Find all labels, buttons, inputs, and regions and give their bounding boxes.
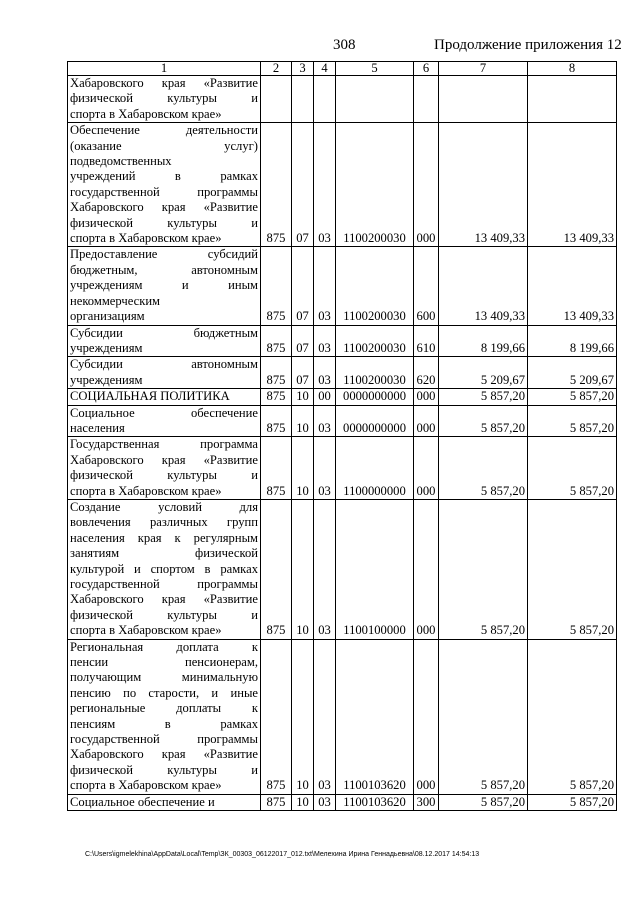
cell-col-8: 5 857,20	[528, 389, 617, 405]
cell-col-5: 0000000000	[336, 389, 414, 405]
cell-col-7: 5 857,20	[439, 639, 528, 794]
cell-col-5: 1100200030	[336, 247, 414, 325]
cell-col-3: 10	[292, 389, 314, 405]
row-name-line: занятиям физической	[70, 546, 258, 561]
cell-col-5: 1100200030	[336, 357, 414, 389]
row-name-line: Субсидии автономным	[70, 357, 258, 372]
row-name-cell	[68, 325, 261, 357]
row-name-line: учреждениям и иным	[70, 278, 258, 293]
cell-col-8: 8 199,66	[528, 325, 617, 357]
cell-col-4: 03	[314, 357, 336, 389]
cell-col-7	[439, 76, 528, 123]
file-path-footer: C:\Users\igmelekhina\AppData\Local\Temp\ЗК_00303_06122017_012.txt\Мелехина Ирина Геннадьевна\08.12.2017 14:54:13	[85, 851, 480, 858]
row-name-cell	[68, 76, 261, 123]
cell-col-8	[528, 76, 617, 123]
cell-col-2: 875	[261, 794, 292, 810]
cell-col-5: 1100200030	[336, 325, 414, 357]
table-row	[68, 325, 617, 357]
cell-col-3: 10	[292, 639, 314, 794]
cell-col-2: 875	[261, 123, 292, 247]
cell-col-3: 07	[292, 357, 314, 389]
cell-col-7: 5 857,20	[439, 794, 528, 810]
table-body	[68, 76, 617, 811]
table-row	[68, 389, 617, 405]
cell-col-7: 5 209,67	[439, 357, 528, 389]
table-row	[68, 639, 617, 794]
cell-col-8: 5 857,20	[528, 794, 617, 810]
row-name-line: организациям	[70, 309, 145, 324]
cell-col-7: 5 857,20	[439, 499, 528, 639]
table-row	[68, 76, 617, 123]
row-name-line: учреждений в рамках	[70, 169, 258, 184]
row-name-line: получающим минимальную	[70, 670, 258, 685]
row-name-line: учреждениям	[70, 340, 143, 355]
cell-col-3: 07	[292, 123, 314, 247]
row-name-line: спорта в Хабаровском крае»	[70, 106, 222, 121]
cell-col-5: 0000000000	[336, 405, 414, 437]
cell-col-5: 1100100000	[336, 499, 414, 639]
row-name-line: физической культуры и	[70, 215, 258, 230]
cell-col-4: 03	[314, 639, 336, 794]
cell-col-8: 5 857,20	[528, 499, 617, 639]
budget-table	[67, 61, 617, 811]
table-row	[68, 794, 617, 810]
cell-col-6: 000	[414, 499, 439, 639]
table-row	[68, 405, 617, 437]
cell-col-6: 000	[414, 405, 439, 437]
cell-col-4: 03	[314, 405, 336, 437]
cell-col-4	[314, 76, 336, 123]
cell-col-2: 875	[261, 389, 292, 405]
cell-col-6	[414, 76, 439, 123]
cell-col-7: 13 409,33	[439, 247, 528, 325]
cell-col-6: 600	[414, 247, 439, 325]
cell-col-3: 07	[292, 325, 314, 357]
row-name-cell	[68, 247, 261, 325]
row-name-cell	[68, 357, 261, 389]
cell-col-3: 07	[292, 247, 314, 325]
row-name-line: пенсию по старости, и иные	[70, 685, 258, 700]
row-name-line: физической культуры и	[70, 762, 258, 777]
column-header-2: 2	[261, 62, 292, 76]
cell-col-2: 875	[261, 325, 292, 357]
row-name-line: Региональная доплата к	[70, 639, 258, 654]
cell-col-7: 13 409,33	[439, 123, 528, 247]
column-header-8: 8	[528, 62, 617, 76]
cell-col-8: 5 209,67	[528, 357, 617, 389]
row-name-line: некоммерческим	[70, 293, 161, 308]
appendix-caption: Продолжение приложения 12	[434, 37, 622, 53]
row-name-line: спорта в Хабаровском крае»	[70, 231, 222, 246]
row-name-line: СОЦИАЛЬНАЯ ПОЛИТИКА	[70, 389, 230, 404]
row-name-cell	[68, 499, 261, 639]
row-name-line: пенсии пенсионерам,	[70, 655, 258, 670]
cell-col-6: 000	[414, 389, 439, 405]
row-name-cell	[68, 639, 261, 794]
row-name-line: Государственная программа	[70, 437, 258, 452]
row-name-line: спорта в Хабаровском крае»	[70, 778, 222, 793]
table-row	[68, 437, 617, 500]
cell-col-4: 03	[314, 247, 336, 325]
cell-col-8: 13 409,33	[528, 247, 617, 325]
cell-col-6: 620	[414, 357, 439, 389]
row-name-line: физической культуры и	[70, 607, 258, 622]
column-header-7: 7	[439, 62, 528, 76]
cell-col-4: 00	[314, 389, 336, 405]
cell-col-6: 000	[414, 123, 439, 247]
cell-col-5	[336, 76, 414, 123]
cell-col-6: 000	[414, 437, 439, 500]
cell-col-5: 1100000000	[336, 437, 414, 500]
cell-col-6: 300	[414, 794, 439, 810]
cell-col-4: 03	[314, 325, 336, 357]
cell-col-2: 875	[261, 247, 292, 325]
row-name-line: Хабаровского края «Развитие	[70, 76, 258, 90]
row-name-line: государственной программы	[70, 577, 258, 591]
cell-col-8: 5 857,20	[528, 405, 617, 437]
cell-col-7: 8 199,66	[439, 325, 528, 357]
cell-col-2	[261, 76, 292, 123]
page-number: 308	[333, 37, 356, 53]
cell-col-5: 1100103620	[336, 794, 414, 810]
row-name-line: спорта в Хабаровском крае»	[70, 483, 222, 498]
row-name-line: (оказание услуг)	[70, 138, 258, 153]
column-header-3: 3	[292, 62, 314, 76]
row-name-line: физической культуры и	[70, 468, 258, 483]
cell-col-2: 875	[261, 639, 292, 794]
column-header-1: 1	[68, 62, 261, 76]
row-name-line: пенсиям в рамках	[70, 716, 258, 731]
row-name-line: Хабаровского края «Развитие	[70, 747, 258, 762]
cell-col-7: 5 857,20	[439, 437, 528, 500]
cell-col-7: 5 857,20	[439, 405, 528, 437]
cell-col-3	[292, 76, 314, 123]
column-header-5: 5	[336, 62, 414, 76]
column-header-row	[68, 62, 617, 76]
row-name-line: учреждениям	[70, 372, 143, 387]
cell-col-7: 5 857,20	[439, 389, 528, 405]
cell-col-2: 875	[261, 357, 292, 389]
cell-col-4: 03	[314, 499, 336, 639]
cell-col-2: 875	[261, 437, 292, 500]
cell-col-8: 5 857,20	[528, 639, 617, 794]
row-name-cell	[68, 405, 261, 437]
cell-col-8: 13 409,33	[528, 123, 617, 247]
row-name-cell	[68, 123, 261, 247]
row-name-line: Хабаровского края «Развитие	[70, 200, 258, 215]
row-name-line: государственной программы	[70, 732, 258, 747]
cell-col-3: 10	[292, 405, 314, 437]
cell-col-6: 610	[414, 325, 439, 357]
row-name-line: подведомственных	[70, 154, 172, 169]
row-name-line: Социальное обеспечение	[70, 405, 258, 420]
cell-col-2: 875	[261, 405, 292, 437]
cell-col-8: 5 857,20	[528, 437, 617, 500]
table-row	[68, 123, 617, 247]
row-name-line: Социальное обеспечение и	[70, 794, 215, 809]
row-name-line: Хабаровского края «Развитие	[70, 592, 258, 607]
cell-col-3: 10	[292, 499, 314, 639]
column-header-6: 6	[414, 62, 439, 76]
row-name-line: Создание условий для	[70, 499, 258, 514]
row-name-line: региональные доплаты к	[70, 701, 258, 716]
row-name-line: Субсидии бюджетным	[70, 325, 258, 340]
row-name-line: вовлечения различных групп	[70, 515, 258, 530]
cell-col-4: 03	[314, 794, 336, 810]
cell-col-4: 03	[314, 437, 336, 500]
cell-col-2: 875	[261, 499, 292, 639]
row-name-cell	[68, 437, 261, 500]
table-row	[68, 247, 617, 325]
row-name-line: Хабаровского края «Развитие	[70, 452, 258, 467]
row-name-cell	[68, 389, 261, 405]
row-name-cell	[68, 794, 261, 810]
cell-col-4: 03	[314, 123, 336, 247]
row-name-line: спорта в Хабаровском крае»	[70, 623, 222, 638]
cell-col-3: 10	[292, 437, 314, 500]
cell-col-5: 1100200030	[336, 123, 414, 247]
table-row	[68, 499, 617, 639]
table-row	[68, 357, 617, 389]
row-name-line: населения края к регулярным	[70, 530, 258, 545]
row-name-line: физической культуры и	[70, 91, 258, 106]
row-name-line: бюджетным, автономным	[70, 262, 258, 277]
row-name-line: Обеспечение деятельности	[70, 123, 258, 138]
cell-col-3: 10	[292, 794, 314, 810]
row-name-line: Предоставление субсидий	[70, 247, 258, 262]
cell-col-5: 1100103620	[336, 639, 414, 794]
cell-col-6: 000	[414, 639, 439, 794]
row-name-line: культурой и спортом в рамках	[70, 561, 258, 576]
column-header-4: 4	[314, 62, 336, 76]
row-name-line: государственной программы	[70, 184, 258, 199]
row-name-line: населения	[70, 420, 125, 435]
